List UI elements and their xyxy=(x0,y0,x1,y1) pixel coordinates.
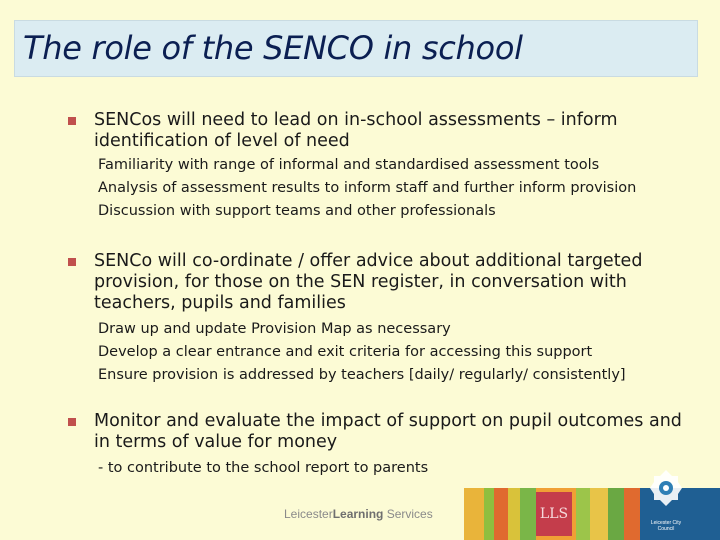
stripe xyxy=(484,488,494,540)
bullet-text-1: SENCos will need to lead on in-school assessments – inform identification of level of need xyxy=(94,110,618,151)
stripe xyxy=(464,488,484,540)
subpoint-2-1: Draw up and update Provision Map as necessary xyxy=(98,321,451,337)
subpoint-1-2: Analysis of assessment results to inform staff and further inform provision xyxy=(98,180,637,196)
stripe xyxy=(520,488,536,540)
lls-logo: LLS xyxy=(536,492,572,536)
slide-title: The role of the SENCO in school xyxy=(23,29,523,67)
stripe xyxy=(590,488,608,540)
stripe xyxy=(608,488,624,540)
stripe xyxy=(494,488,508,540)
bullet-marker-2 xyxy=(68,258,76,266)
footer-org-part3: Services xyxy=(386,507,433,521)
subpoint-2-3: Ensure provision is addressed by teachers [daily/ regularly/ consistently] xyxy=(98,367,626,383)
subpoint-2-2: Develop a clear entrance and exit criteria for accessing this support xyxy=(98,344,593,360)
bullet-marker-3 xyxy=(68,418,76,426)
title-bar xyxy=(14,20,698,77)
stripe xyxy=(508,488,520,540)
subpoint-1-3: Discussion with support teams and other professionals xyxy=(98,203,496,219)
footer-org-name xyxy=(284,507,433,521)
footer-org-part1: Leicester xyxy=(284,507,333,521)
bullet-text-3: Monitor and evaluate the impact of support on pupil outcomes and in terms of value for money xyxy=(94,411,682,452)
crest-caption: Leicester City Council xyxy=(650,520,682,532)
stripe xyxy=(624,488,640,540)
subpoint-3-1: - to contribute to the school report to parents xyxy=(98,460,429,476)
stripe xyxy=(576,488,590,540)
subpoint-1-1: Familiarity with range of informal and standardised assessment tools xyxy=(98,157,600,173)
footer-org-part2: Learning xyxy=(332,507,384,521)
bullet-text-2: SENCo will co-ordinate / offer advice about additional targeted provision, for those on the SEN register, in conversation with teachers, pupils and families xyxy=(94,251,643,313)
bullet-marker-1 xyxy=(68,117,76,125)
council-crest-icon xyxy=(648,466,684,526)
